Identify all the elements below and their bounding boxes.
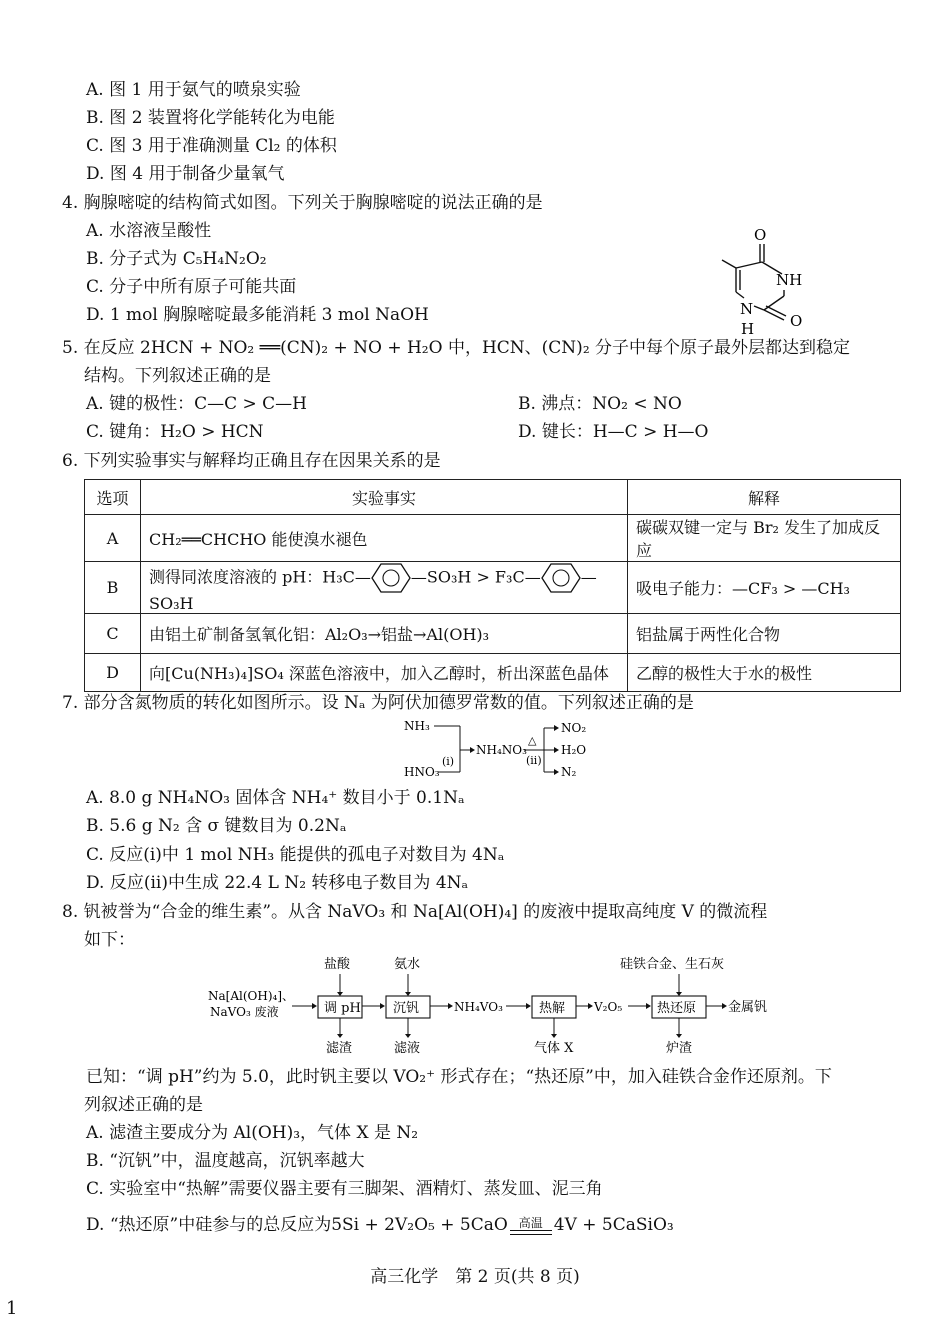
q7-option-a: A. 8.0 g NH₄NO₃ 固体含 NH₄⁺ 数目小于 0.1Nₐ	[86, 788, 465, 808]
flow-out-2: 滤液	[394, 1041, 421, 1056]
thymine-nh: NH	[776, 271, 803, 289]
diagram-p2: H₂O	[561, 743, 587, 757]
row-b-option: B	[85, 562, 141, 614]
flow-mid-1: NH₄VO₃	[454, 1000, 503, 1014]
row-c-explanation: 铝盐属于两性化合物	[628, 614, 901, 654]
nitrogen-conversion-diagram	[404, 716, 604, 784]
q8-option-d-suffix: 4V + 5CaSiO₃	[553, 1215, 674, 1235]
benzene-ring-icon	[541, 562, 581, 594]
q3-option-a: A. 图 1 用于氨气的喷泉实验	[86, 80, 301, 100]
flow-reagent-1: 盐酸	[324, 957, 351, 972]
flow-feed-1: Na[Al(OH)₄]、	[208, 989, 294, 1003]
q3-option-b: B. 图 2 装置将化学能转化为电能	[86, 108, 335, 128]
flow-product: 金属钒	[728, 1000, 768, 1015]
q8-stem-2: 如下：	[84, 930, 135, 950]
benzene-ring-icon	[371, 562, 411, 594]
q7-option-b: B. 5.6 g N₂ 含 σ 键数目为 0.2Nₐ	[86, 816, 347, 836]
table-row	[85, 654, 901, 692]
flow-out-3: 气体 X	[534, 1041, 574, 1056]
row-d-fact: 向[Cu(NH₃)₄]SO₄ 深蓝色溶液中，加入乙醇时，析出深蓝色晶体	[141, 654, 628, 692]
q8-option-d-prefix: D. “热还原”中硅参与的总反应为5Si + 2V₂O₅ + 5CaO	[86, 1215, 508, 1235]
flow-reagent-3: 硅铁合金、生石灰	[620, 957, 725, 972]
thymine-o-top: O	[754, 226, 767, 244]
q6-stem: 6. 下列实验事实与解释均正确且存在因果关系的是	[62, 451, 441, 471]
q8-option-d	[86, 1213, 674, 1237]
row-b-explanation: 吸电子能力：—CF₃ > —CH₃	[628, 562, 901, 614]
diagram-hno3: HNO₃	[404, 765, 440, 779]
q4-option-c: C. 分子中所有原子可能共面	[86, 277, 297, 297]
thymine-h: H	[741, 320, 755, 338]
row-a-option: A	[85, 515, 141, 562]
diagram-nh4no3: NH₄NO₃	[476, 743, 527, 757]
q5-option-d: D. 键长：H—C > H—O	[518, 422, 709, 442]
row-b-fact-prefix: 测得同浓度溶液的 pH：H₃C—	[149, 567, 371, 587]
margin-number: 1	[6, 1298, 18, 1319]
flow-box-3: 热解	[539, 1001, 566, 1016]
table-row	[85, 562, 901, 614]
row-a-fact: CH₂══CHCHO 能使溴水褪色	[141, 515, 628, 562]
q7-option-d: D. 反应(ii)中生成 22.4 L N₂ 转移电子数目为 4Nₐ	[86, 873, 469, 893]
q4-option-b: B. 分子式为 C₅H₄N₂O₂	[86, 249, 267, 269]
q4-option-d: D. 1 mol 胸腺嘧啶最多能消耗 3 mol NaOH	[86, 305, 429, 325]
header-option: 选项	[85, 480, 141, 515]
q7-option-c: C. 反应(i)中 1 mol NH₃ 能提供的孤电子对数目为 4Nₐ	[86, 845, 505, 865]
q5-option-a: A. 键的极性：C—C > C—H	[86, 394, 307, 414]
row-b-fact-mid: —SO₃H > F₃C—	[410, 567, 541, 587]
q8-known-2: 列叙述正确的是	[84, 1095, 203, 1115]
q6-table	[84, 479, 901, 692]
row-d-option: D	[85, 654, 141, 692]
flow-out-1: 滤渣	[326, 1041, 353, 1056]
thymine-structure	[700, 222, 820, 340]
q7-stem: 7. 部分含氮物质的转化如图所示。设 Nₐ 为阿伏加德罗常数的值。下列叙述正确的是	[62, 693, 694, 713]
diagram-p3: N₂	[561, 765, 577, 779]
flow-box-1: 调 pH	[324, 1001, 361, 1016]
diagram-heat: △	[528, 734, 537, 747]
table-header-row	[85, 480, 901, 515]
flow-feed-2: NaVO₃ 废液	[210, 1005, 279, 1019]
flow-reagent-2: 氨水	[394, 957, 421, 972]
thymine-o-right: O	[790, 312, 803, 330]
row-b-fact-suffix: —SO₃H	[149, 567, 597, 613]
row-c-fact: 由铝土矿制备氢氧化铝：Al₂O₃→铝盐→Al(OH)₃	[141, 614, 628, 654]
vanadium-flowchart	[200, 950, 800, 1060]
q5-option-c: C. 键角：H₂O > HCN	[86, 422, 264, 442]
q5-stem-1: 5. 在反应 2HCN + NO₂ ══(CN)₂ + NO + H₂O 中，HCN、(CN)₂ 分子中每个原子最外层都达到稳定	[62, 338, 851, 358]
q8-known-1: 已知：“调 pH”约为 5.0，此时钒主要以 VO₂⁺ 形式存在；“热还原”中，加入硅铁合金作还原剂。下	[86, 1067, 832, 1087]
q8-stem-1: 8. 钒被誉为“合金的维生素”。从含 NaVO₃ 和 Na[Al(OH)₄] 的废液中提取高纯度 V 的微流程	[62, 902, 768, 922]
reaction-condition	[510, 1217, 552, 1235]
row-a-explanation: 碳碳双键一定与 Br₂ 发生了加成反应	[628, 515, 901, 562]
q8-option-c: C. 实验室中“热解”需要仪器主要有三脚架、酒精灯、蒸发皿、泥三角	[86, 1179, 603, 1199]
page-footer: 高三化学 第 2 页(共 8 页)	[370, 1267, 580, 1287]
row-c-option: C	[85, 614, 141, 654]
diagram-nh3: NH₃	[404, 719, 430, 733]
q5-stem-2: 结构。下列叙述正确的是	[84, 366, 271, 386]
q5-option-b: B. 沸点：NO₂ < NO	[518, 394, 682, 414]
q4-option-a: A. 水溶液呈酸性	[86, 221, 212, 241]
reaction-condition-label: 高温	[518, 1215, 543, 1230]
q3-option-d: D. 图 4 用于制备少量氧气	[86, 164, 285, 184]
diagram-p1: NO₂	[561, 721, 587, 735]
row-d-explanation: 乙醇的极性大于水的极性	[628, 654, 901, 692]
q4-stem: 4. 胸腺嘧啶的结构简式如图。下列关于胸腺嘧啶的说法正确的是	[62, 193, 543, 213]
flow-box-2: 沉钒	[393, 1001, 420, 1016]
header-fact: 实验事实	[141, 480, 628, 515]
flow-mid-2: V₂O₅	[594, 1000, 623, 1014]
row-b-fact	[141, 562, 628, 614]
q8-option-b: B. “沉钒”中，温度越高，沉钒率越大	[86, 1151, 365, 1171]
flow-box-4: 热还原	[657, 1001, 697, 1016]
table-row	[85, 614, 901, 654]
table-row	[85, 515, 901, 562]
q8-option-a: A. 滤渣主要成分为 Al(OH)₃，气体 X 是 N₂	[86, 1123, 419, 1143]
q3-option-c: C. 图 3 用于准确测量 Cl₂ 的体积	[86, 136, 337, 156]
header-explanation: 解释	[628, 480, 901, 515]
flow-out-4: 炉渣	[666, 1041, 693, 1056]
equals-sign	[510, 1230, 552, 1235]
diagram-step2: (ii)	[526, 754, 542, 767]
thymine-n: N	[740, 300, 754, 318]
diagram-step1: (i)	[442, 755, 455, 768]
